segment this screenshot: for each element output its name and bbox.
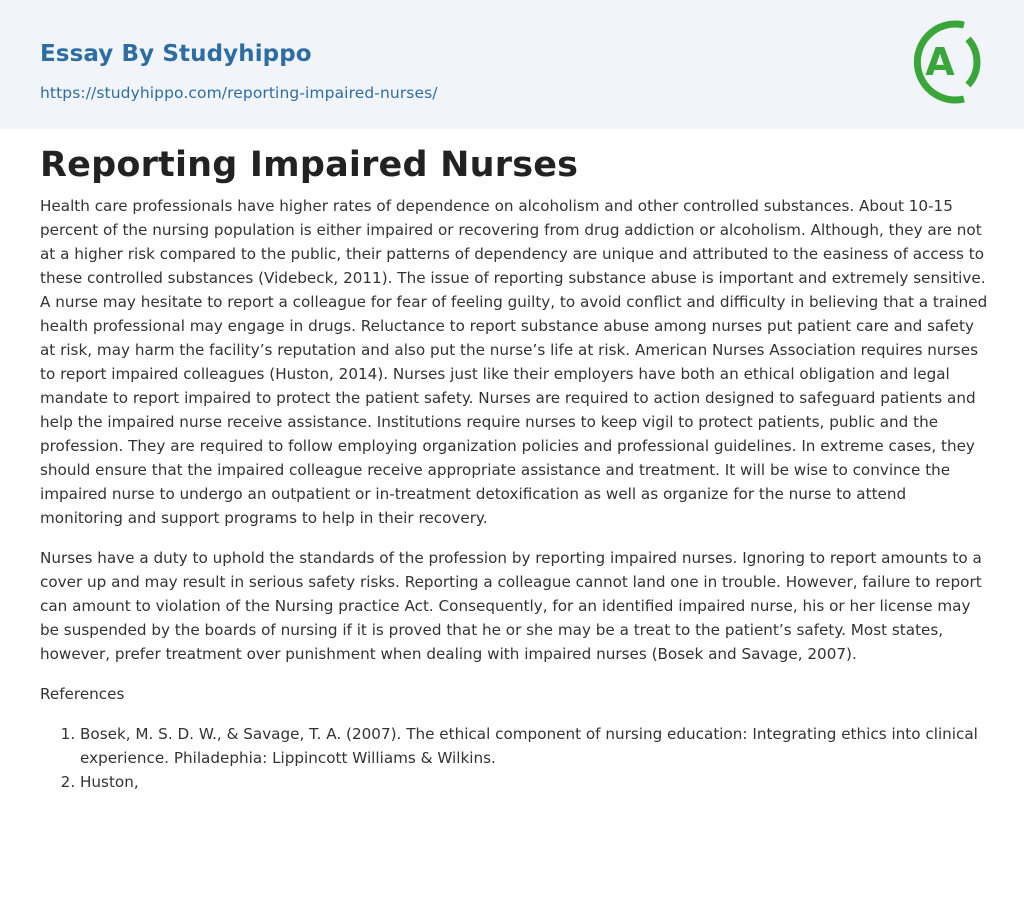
essay-paragraph-2: Nurses have a duty to uphold the standards of the profession by reporting impaired nurses. Ignoring to report amounts to a cover up and may result in serious safety risks. Reporting a colleague cannot land one in trouble. However, failure to report can amount to violation of the Nursing practice Act. Consequently, for an identified impaired nurse, his or her license may be suspended by the boards of nursing if it is proved that he or she may be a treat to the patient’s safety. Most states, however, prefer treatment over punishment when dealing with impaired nurses (Bosek and Savage, 2007).: [40, 549, 982, 663]
essay-paragraph-1: Health care professionals have higher rates of dependence on alcoholism and other controlled substances. About 10-15 percent of the nursing population is either impaired or recovering from drug addiction or alcoholism. Although, they are not at a higher risk compared to the public, their patterns of dependency are unique and attributed to the easiness of access to these controlled substances (Videbeck, 2011). The issue of reporting substance abuse is important and extremely sensitive. A nurse may hesitate to report a colleague for fear of feeling guilty, to avoid conflict and difficulty in believing that a trained health professional may engage in drugs. Reluctance to report substance abuse among nurses put patient care and safety at risk, may harm the facility’s reputation and also put the nurse’s life at risk. American Nurses Association requires nurses to report impaired colleagues (Huston, 2014). Nurses just like their employers have both an ethical obligation and legal mandate to report impaired to protect the patient safety. Nurses are required to action designed to safeguard patients and help the impaired nurse receive assistance. Institutions require nurses to keep vigil to protect patients, public and the profession. They are required to follow employing organization policies and professional guidelines. In extreme cases, they should ensure that the impaired colleague receive appropriate assistance and treatment. It will be wise to convince the impaired nurse to undergo an outpatient or in-treatment detoxification as well as organize for the nurse to attend monitoring and support programs to help in their recovery.: [40, 197, 988, 527]
reference-item: 2. Huston,: [80, 770, 988, 794]
essay-body: [40, 194, 988, 794]
brand-title: Essay By Studyhippo: [40, 41, 312, 67]
references-heading: References: [40, 685, 125, 703]
essay-title: Reporting Impaired Nurses: [40, 145, 579, 185]
reference-item: 1. Bosek, M. S. D. W., & Savage, T. A. (2007). The ethical component of nursing education: Integrating ethics into clinical experience. Philadephia: Lippincott Williams & Wilkins.: [80, 722, 988, 770]
studyhippo-logo-icon: [912, 19, 986, 105]
logo-letter: A: [925, 40, 955, 84]
references-list: [40, 722, 988, 794]
essay-url-link[interactable]: https://studyhippo.com/reporting-impaired-nurses/: [40, 84, 438, 102]
